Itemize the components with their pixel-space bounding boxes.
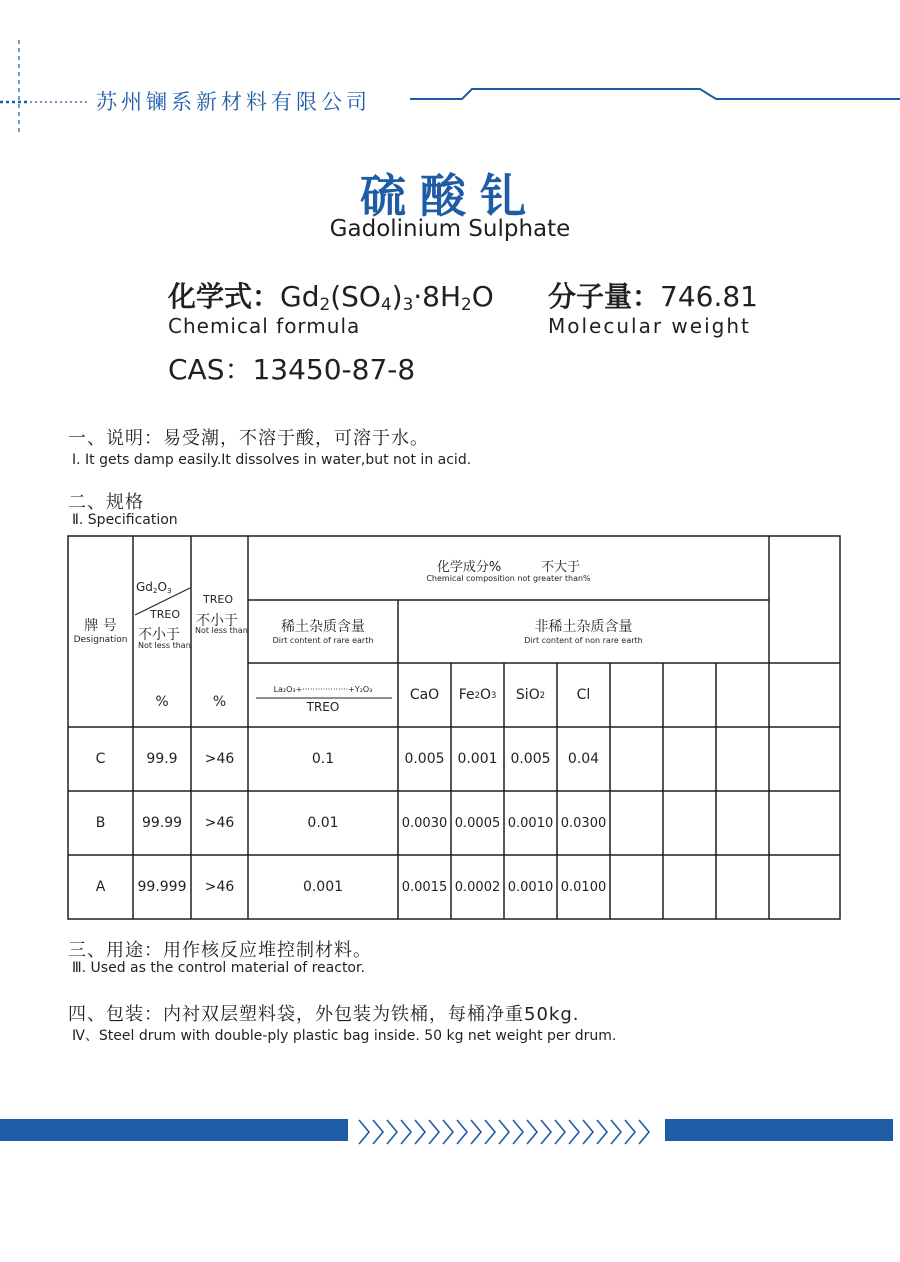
cas-label: CAS： <box>168 353 253 386</box>
header-sio2: SiO 2 <box>515 687 546 703</box>
section-1-zh: 一、说明：易受潮，不溶于酸，可溶于水。 <box>68 428 429 449</box>
mw-label-en: Molecular weight <box>548 314 751 338</box>
chevron-shape <box>625 1120 635 1144</box>
mw-label-zh: 分子量： <box>548 280 661 313</box>
row-c-cao: 0.005 <box>404 751 445 767</box>
row-b-fe2o3: 0.0005 <box>454 815 501 831</box>
section-1-en: Ⅰ. It gets damp easily.It dissolves in water,but not in acid. <box>72 452 472 468</box>
section-2-zh: 二、规格 <box>68 492 144 513</box>
chevron-shape <box>541 1120 551 1144</box>
chevron-shape <box>569 1120 579 1144</box>
header-re-dirt-en: Dirt content of rare earth <box>272 636 374 645</box>
header-gd2o3: $Gd_2O_3$ <box>136 580 172 595</box>
header-re-dirt-zh: 稀土杂质含量 <box>281 619 365 635</box>
header-treo: TREO <box>203 593 233 606</box>
product-title-zh: 硫酸钆 <box>360 169 540 223</box>
header-nre-dirt-zh: 非稀土杂质含量 <box>534 619 633 635</box>
formula-label-en: Chemical formula <box>168 314 361 338</box>
chevron-shape <box>373 1120 383 1144</box>
row-b-grade: B <box>95 815 106 831</box>
row-a-cao: 0.0015 <box>401 879 448 895</box>
row-c-cl: 0.04 <box>567 751 600 767</box>
footer-stripe-right <box>665 1119 893 1141</box>
row-b-sio2: 0.0010 <box>507 815 554 831</box>
chevron-shape <box>499 1120 509 1144</box>
chevron-shape <box>429 1120 439 1144</box>
row-a-re: 0.001 <box>302 879 344 895</box>
header-ratio-bottom: TREO <box>306 700 340 714</box>
section-3-en: Ⅲ. Used as the control material of reactor. <box>72 960 365 976</box>
chevron-shape <box>513 1120 523 1144</box>
header-gd-treo: TREO <box>150 608 180 621</box>
mw-value: 746.81 <box>660 280 758 313</box>
row-c-gd2o3: 99.9 <box>146 751 178 767</box>
chevron-shape <box>611 1120 621 1144</box>
header-treo-percent: % <box>212 694 227 710</box>
header-gd-not-less-en: Not less than <box>138 641 191 650</box>
row-b-treo: >46 <box>204 815 235 831</box>
footer-chevrons <box>355 1116 660 1148</box>
chevron-shape <box>359 1120 369 1144</box>
cas-value: 13450-87-8 <box>252 353 416 386</box>
row-b-cao: 0.0030 <box>401 815 448 831</box>
header-fe2o3: Fe 2 O 3 <box>458 687 497 703</box>
row-c-grade: C <box>95 751 106 767</box>
row-a-treo: >46 <box>204 879 235 895</box>
header-gd-percent: % <box>155 694 169 710</box>
header-cao: CaO <box>409 687 440 703</box>
row-a-sio2: 0.0010 <box>507 879 554 895</box>
header-cl: Cl <box>576 687 591 703</box>
row-a-fe2o3: 0.0002 <box>454 879 501 895</box>
row-b-gd2o3: 99.99 <box>141 815 183 831</box>
row-b-cl: 0.0300 <box>560 815 607 831</box>
section-4-en: Ⅳ、Steel drum with double-ply plastic bag inside. 50 kg net weight per drum. <box>72 1028 617 1044</box>
row-c-fe2o3: 0.001 <box>457 751 498 767</box>
header-nre-dirt-en: Dirt content of non rare earth <box>524 636 643 645</box>
chevron-shape <box>401 1120 411 1144</box>
row-c-sio2: 0.005 <box>510 751 551 767</box>
header-chem-comp-en: Chemical composition not greater than% <box>426 574 591 583</box>
company-name: 苏州镧系新材料有限公司 <box>96 90 371 114</box>
chevron-shape <box>639 1120 649 1144</box>
chevron-shape <box>555 1120 565 1144</box>
chevron-shape <box>443 1120 453 1144</box>
header-treo-not-less-zh: 不小于 <box>196 613 238 629</box>
chevron-shape <box>471 1120 481 1144</box>
row-c-treo: >46 <box>204 751 235 767</box>
row-c-re: 0.1 <box>311 751 335 767</box>
header-ratio-top: La₂O₃+··················+Y₂O₃ <box>273 685 373 694</box>
chevron-shape <box>415 1120 425 1144</box>
row-b-re: 0.01 <box>307 815 339 831</box>
header-designation: 牌 号 Designation <box>73 618 128 645</box>
product-title-en: Gadolinium Sulphate <box>329 216 571 242</box>
header-gd-not-less-zh: 不小于 <box>138 627 180 643</box>
footer-stripe-left <box>0 1119 348 1141</box>
section-3-zh: 三、用途：用作核反应堆控制材料。 <box>68 940 372 961</box>
header-chem-comp-zh: 化学成分% 不大于 <box>436 560 581 575</box>
chevron-shape <box>583 1120 593 1144</box>
chevron-shape <box>387 1120 397 1144</box>
chevron-shape <box>597 1120 607 1144</box>
row-a-grade: A <box>95 879 106 895</box>
chevron-shape <box>485 1120 495 1144</box>
header-treo-not-less-en: Not less than <box>195 626 248 635</box>
formula-label-zh: 化学式： <box>168 280 281 313</box>
chemical-formula: 化学式：$Gd_2(SO_4)_3\cdot 8H_2O$ <box>168 280 494 315</box>
row-a-cl: 0.0100 <box>560 879 607 895</box>
section-2-en: Ⅱ. Specification <box>72 512 178 528</box>
chevron-shape <box>457 1120 467 1144</box>
section-4-zh: 四、包装：内衬双层塑料袋，外包装为铁桶，每桶净重50kg. <box>68 1004 580 1025</box>
chevron-shape <box>527 1120 537 1144</box>
row-a-gd2o3: 99.999 <box>137 879 187 895</box>
